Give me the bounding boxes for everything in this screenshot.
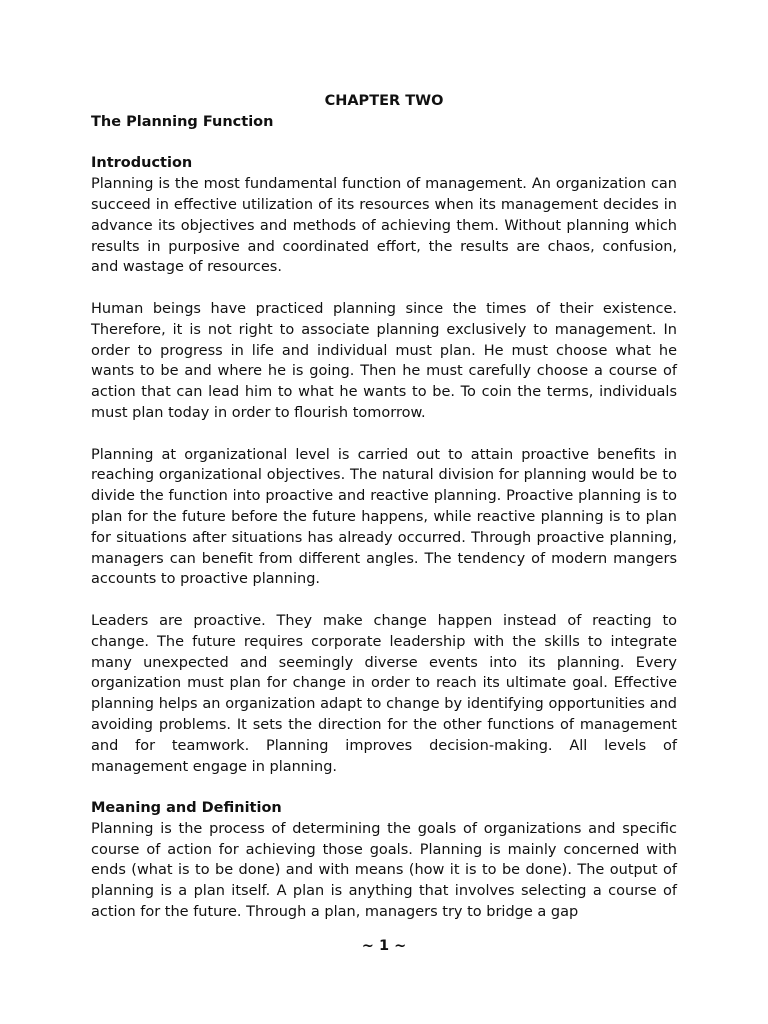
section-heading-meaning: Meaning and Definition	[91, 800, 282, 817]
spacer	[91, 590, 677, 611]
paragraph: Planning at organizational level is carried out to attain proactive benefits in reaching organizational objectives. The natural division for planning would be to divide the function into proactive and reactive planning. Proactive planning is to plan for the future before the future happens, while reactive planning is to plan for situations after situations has already occurred. Through proactive planning, managers can benefit from different angles. The tendency of modern mangers accounts to proactive planning.	[91, 446, 677, 588]
spacer	[91, 777, 677, 798]
document-page	[91, 91, 677, 923]
section-heading-introduction: Introduction	[91, 155, 193, 172]
paragraph: Planning is the process of determining the goals of organizations and specific course of action for achieving those goals. Planning is mainly concerned with ends (what is to be done) and with means (how it is to be done). The output of planning is a plan itself. A plan is anything that involves selecting a course of action for the future. Through a plan, managers try to bridge a gap	[91, 820, 677, 921]
paragraph: Human beings have practiced planning since the times of their existence. Therefore, it is not right to associate planning exclusively to management. In order to progress in life and individual must plan. He must choose what he wants to be and where he is going. Then he must carefully choose a course of action that can lead him to what he wants to be. To coin the terms, individuals must plan today in order to flourish tomorrow.	[91, 300, 677, 421]
spacer	[91, 278, 677, 299]
spacer	[91, 133, 677, 154]
page-title: The Planning Function	[91, 113, 274, 130]
chapter-title: CHAPTER TWO	[324, 93, 444, 109]
page-number: ~ 1 ~	[361, 938, 407, 954]
paragraph: Planning is the most fundamental function of management. An organization can succeed in effective utilization of its resources when its management decides in advance its objectives and methods of achieving them. Without planning which results in purposive and coordinated effort, the results are chaos, confusion, and wastage of resources.	[91, 176, 677, 276]
paragraph: Leaders are proactive. They make change happen instead of reacting to change. The future requires corporate leadership with the skills to integrate many unexpected and seemingly diverse events into its planning. Every organization must plan for change in order to reach its ultimate goal. Effective planning helps an organization adapt to change by identifying opportunities and avoiding problems. It sets the direction for the other functions of management and for teamwork. Planning improves decision-making. All levels of management engage in planning.	[91, 612, 677, 775]
spacer	[91, 424, 677, 445]
